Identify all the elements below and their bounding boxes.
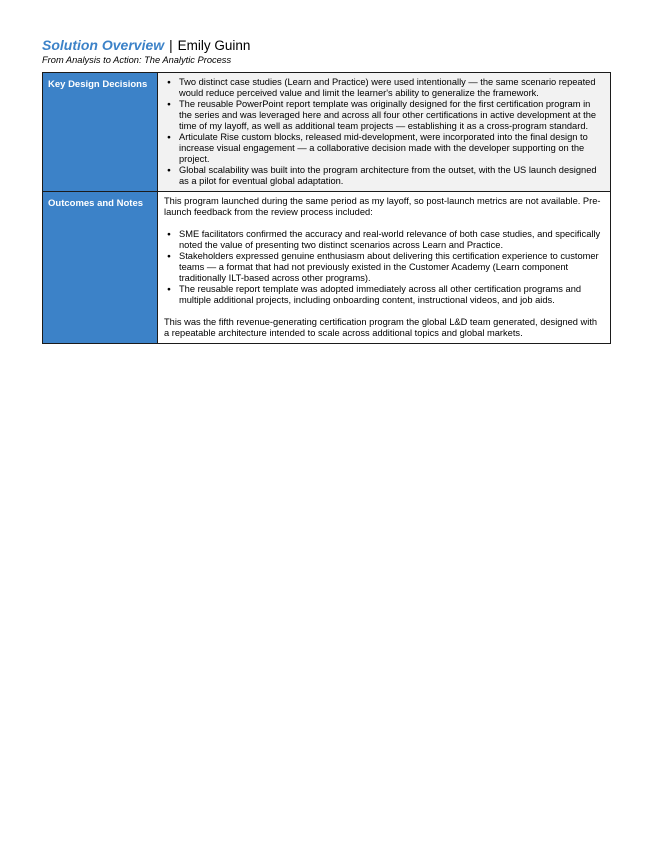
list-item: ● Two distinct case studies (Learn and Practice) were used intentionally — the same scenario repeated would reduce perceived value and limit the learner's ability to generalize the framework. <box>179 77 604 99</box>
page-title <box>42 37 612 54</box>
row-content <box>158 192 611 344</box>
page-subtitle: From Analysis to Action: The Analytic Process <box>42 55 232 65</box>
row-label: Outcomes and Notes <box>43 192 158 344</box>
closing-paragraph: This was the fifth revenue-generating certification program the global L&D team generated, designed with a repeatable architecture intended to scale across additional topics and global markets. <box>164 317 598 338</box>
document-page <box>42 37 612 344</box>
list-item: ● The reusable PowerPoint report template was originally designed for the first certification program in the series and was leveraged here and across all four other certifications in active development at the time of my layoff, as well as additional team projects — establishing it as a cross-program standard. <box>179 99 604 132</box>
author-name: Emily Guinn <box>177 38 251 53</box>
bullet-list <box>164 77 604 187</box>
title-accent: Solution Overview <box>42 37 165 53</box>
list-item: ● Stakeholders expressed genuine enthusiasm about delivering this certification experience to customer teams — a format that had not previously existed in the Customer Academy (Learn component traditionally ILT-based across other programs). <box>179 251 604 284</box>
list-item: ● Articulate Rise custom blocks, released mid-development, were incorporated into the final design to increase visual engagement — a collaborative decision made with the developer supporting on the project. <box>179 132 604 165</box>
title-separator: | <box>169 38 173 53</box>
list-item: ● The reusable report template was adopted immediately across all other certification programs and multiple additional projects, including onboarding content, instructional videos, and job aids. <box>179 284 604 306</box>
list-item: ● SME facilitators confirmed the accuracy and real-world relevance of both case studies, and specifically noted the value of presenting two distinct scenarios across Learn and Practice. <box>179 229 604 251</box>
row-label: Key Design Decisions <box>43 73 158 192</box>
overview-table <box>42 72 611 344</box>
bullet-list <box>164 229 604 306</box>
row-content <box>158 73 611 192</box>
table-row-outcomes-and-notes <box>43 192 611 344</box>
intro-paragraph: This program launched during the same period as my layoff, so post-launch metrics are not available. Pre-launch feedback from the review process included: <box>164 196 601 217</box>
table-row-key-design-decisions <box>43 73 611 192</box>
list-item: ● Global scalability was built into the program architecture from the outset, with the US launch designed as a pilot for eventual global adaptation. <box>179 165 604 187</box>
